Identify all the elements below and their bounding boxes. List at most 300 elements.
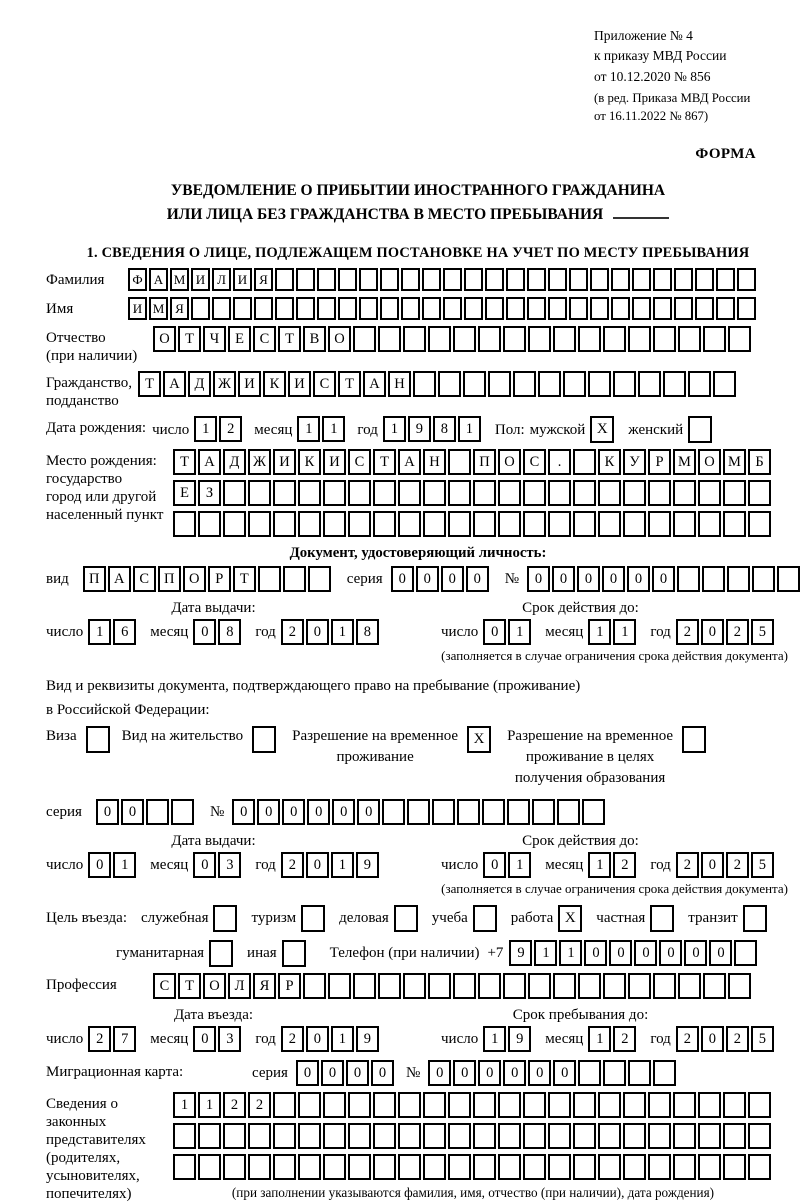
cell[interactable]: 0 <box>306 852 329 878</box>
cell[interactable]: 0 <box>306 1026 329 1052</box>
cell[interactable]: 0 <box>371 1060 394 1086</box>
entry-day-cells[interactable] <box>88 1026 138 1052</box>
cell[interactable]: 0 <box>552 566 575 592</box>
cell[interactable]: 0 <box>257 799 280 825</box>
temp-residence-education-checkbox[interactable] <box>682 726 708 753</box>
cell[interactable] <box>338 268 357 291</box>
birth-month-cells[interactable] <box>297 416 347 442</box>
cell[interactable] <box>523 511 546 537</box>
cell[interactable] <box>373 1154 396 1180</box>
cell[interactable] <box>198 1154 221 1180</box>
cell[interactable] <box>737 297 756 320</box>
cell[interactable] <box>173 1123 196 1149</box>
visa-checkbox[interactable] <box>86 726 112 753</box>
cell[interactable]: Т <box>178 973 201 999</box>
cell[interactable] <box>86 726 110 753</box>
cell[interactable] <box>532 799 555 825</box>
cell[interactable] <box>569 268 588 291</box>
cell[interactable] <box>748 1092 771 1118</box>
cell[interactable] <box>273 480 296 506</box>
cell[interactable] <box>473 480 496 506</box>
cell[interactable] <box>473 1154 496 1180</box>
cell[interactable] <box>398 480 421 506</box>
cell[interactable]: И <box>191 268 210 291</box>
cell[interactable]: 1 <box>508 852 531 878</box>
cell[interactable] <box>275 297 294 320</box>
cell[interactable] <box>513 371 536 397</box>
cell[interactable]: 1 <box>508 619 531 645</box>
cell[interactable] <box>748 1154 771 1180</box>
cell[interactable] <box>723 1154 746 1180</box>
cell[interactable]: Т <box>233 566 256 592</box>
cell[interactable] <box>703 973 726 999</box>
cell[interactable] <box>213 905 237 932</box>
cell[interactable]: 5 <box>751 1026 774 1052</box>
cell[interactable] <box>448 449 471 475</box>
cell[interactable]: 0 <box>627 566 650 592</box>
purpose-private-checkbox[interactable] <box>650 905 676 932</box>
cell[interactable] <box>650 905 674 932</box>
cell[interactable] <box>485 268 504 291</box>
cell[interactable] <box>423 480 446 506</box>
cell[interactable]: Т <box>178 326 201 352</box>
cell[interactable]: А <box>149 268 168 291</box>
cell[interactable]: 0 <box>232 799 255 825</box>
cell[interactable] <box>443 297 462 320</box>
cell[interactable] <box>698 1123 721 1149</box>
residence-valid-year-cells[interactable] <box>676 852 776 878</box>
cell[interactable] <box>323 1092 346 1118</box>
cell[interactable]: С <box>133 566 156 592</box>
cell[interactable] <box>523 480 546 506</box>
cell[interactable] <box>353 326 376 352</box>
cell[interactable]: 0 <box>193 619 216 645</box>
cell[interactable]: 1 <box>88 619 111 645</box>
cell[interactable] <box>743 905 767 932</box>
cell[interactable] <box>233 297 252 320</box>
cell[interactable] <box>548 268 567 291</box>
cell[interactable]: 0 <box>634 940 657 966</box>
cell[interactable] <box>538 371 561 397</box>
purpose-other-checkbox[interactable] <box>282 940 308 967</box>
residence-issue-year-cells[interactable] <box>281 852 381 878</box>
cell[interactable] <box>473 905 497 932</box>
cell[interactable]: X <box>467 726 491 753</box>
cell[interactable]: Р <box>648 449 671 475</box>
cell[interactable]: К <box>263 371 286 397</box>
cell[interactable]: 9 <box>356 852 379 878</box>
representatives-row2-cells[interactable] <box>173 1123 773 1149</box>
cell[interactable] <box>653 326 676 352</box>
cell[interactable] <box>273 1092 296 1118</box>
cell[interactable] <box>223 480 246 506</box>
cell[interactable]: 8 <box>218 619 241 645</box>
cell[interactable] <box>677 566 700 592</box>
cell[interactable]: Д <box>188 371 211 397</box>
cell[interactable] <box>273 1154 296 1180</box>
cell[interactable] <box>578 326 601 352</box>
cell[interactable]: 1 <box>613 619 636 645</box>
cell[interactable] <box>273 511 296 537</box>
cell[interactable]: 2 <box>676 1026 699 1052</box>
cell[interactable] <box>653 1060 676 1086</box>
cell[interactable] <box>716 297 735 320</box>
stay-month-cells[interactable] <box>588 1026 638 1052</box>
cell[interactable] <box>373 480 396 506</box>
cell[interactable] <box>378 326 401 352</box>
cell[interactable] <box>598 1092 621 1118</box>
cell[interactable] <box>438 371 461 397</box>
patronymic-cells[interactable] <box>153 326 753 352</box>
cell[interactable] <box>423 511 446 537</box>
cell[interactable] <box>401 268 420 291</box>
cell[interactable]: О <box>498 449 521 475</box>
cell[interactable] <box>723 511 746 537</box>
stay-day-cells[interactable] <box>483 1026 533 1052</box>
cell[interactable]: П <box>158 566 181 592</box>
cell[interactable]: 0 <box>416 566 439 592</box>
cell[interactable] <box>673 480 696 506</box>
cell[interactable] <box>423 1092 446 1118</box>
purpose-transit-checkbox[interactable] <box>743 905 769 932</box>
cell[interactable] <box>273 1123 296 1149</box>
cell[interactable]: 0 <box>684 940 707 966</box>
cell[interactable]: С <box>348 449 371 475</box>
cell[interactable] <box>528 326 551 352</box>
cell[interactable]: М <box>723 449 746 475</box>
cell[interactable] <box>673 1123 696 1149</box>
cell[interactable] <box>473 1123 496 1149</box>
cell[interactable]: 1 <box>194 416 217 442</box>
doc-issue-year-cells[interactable] <box>281 619 381 645</box>
cell[interactable]: 1 <box>534 940 557 966</box>
cell[interactable]: 1 <box>173 1092 196 1118</box>
cell[interactable]: 7 <box>113 1026 136 1052</box>
cell[interactable] <box>523 1092 546 1118</box>
cell[interactable] <box>648 480 671 506</box>
doc-kind-cells[interactable] <box>83 566 333 592</box>
cell[interactable]: 0 <box>527 566 550 592</box>
cell[interactable] <box>678 326 701 352</box>
cell[interactable] <box>702 566 725 592</box>
cell[interactable] <box>628 326 651 352</box>
cell[interactable]: А <box>198 449 221 475</box>
cell[interactable] <box>398 1154 421 1180</box>
cell[interactable]: 0 <box>121 799 144 825</box>
cell[interactable]: 2 <box>281 1026 304 1052</box>
cell[interactable] <box>498 1123 521 1149</box>
cell[interactable]: 9 <box>508 1026 531 1052</box>
cell[interactable]: X <box>590 416 614 443</box>
cell[interactable] <box>401 297 420 320</box>
cell[interactable] <box>173 511 196 537</box>
cell[interactable] <box>473 511 496 537</box>
cell[interactable]: 6 <box>113 619 136 645</box>
cell[interactable] <box>448 511 471 537</box>
cell[interactable] <box>673 511 696 537</box>
cell[interactable] <box>248 1123 271 1149</box>
cell[interactable] <box>688 371 711 397</box>
cell[interactable] <box>527 297 546 320</box>
residence-issue-month-cells[interactable] <box>193 852 243 878</box>
cell[interactable]: 0 <box>577 566 600 592</box>
cell[interactable] <box>448 1154 471 1180</box>
cell[interactable] <box>503 973 526 999</box>
cell[interactable] <box>303 973 326 999</box>
birth-place-row3-cells[interactable] <box>173 511 773 537</box>
cell[interactable]: 8 <box>433 416 456 442</box>
cell[interactable] <box>632 297 651 320</box>
cell[interactable] <box>603 973 626 999</box>
cell[interactable] <box>653 268 672 291</box>
cell[interactable] <box>569 297 588 320</box>
cell[interactable]: Я <box>254 268 273 291</box>
profession-cells[interactable] <box>153 973 753 999</box>
residence-series-cells[interactable] <box>96 799 196 825</box>
citizenship-cells[interactable] <box>138 371 738 397</box>
cell[interactable] <box>698 1154 721 1180</box>
cell[interactable] <box>598 511 621 537</box>
cell[interactable]: А <box>363 371 386 397</box>
cell[interactable] <box>464 268 483 291</box>
cell[interactable] <box>695 297 714 320</box>
purpose-humanitarian-checkbox[interactable] <box>209 940 235 967</box>
cell[interactable]: Р <box>208 566 231 592</box>
cell[interactable] <box>453 326 476 352</box>
cell[interactable]: 1 <box>297 416 320 442</box>
cell[interactable]: 9 <box>408 416 431 442</box>
cell[interactable] <box>298 1123 321 1149</box>
cell[interactable]: Р <box>278 973 301 999</box>
cell[interactable]: П <box>83 566 106 592</box>
migration-number-cells[interactable] <box>428 1060 678 1086</box>
cell[interactable] <box>282 940 306 967</box>
cell[interactable]: 0 <box>553 1060 576 1086</box>
cell[interactable]: 1 <box>559 940 582 966</box>
cell[interactable]: З <box>198 480 221 506</box>
cell[interactable] <box>223 511 246 537</box>
cell[interactable] <box>348 480 371 506</box>
cell[interactable] <box>394 905 418 932</box>
cell[interactable] <box>648 511 671 537</box>
cell[interactable] <box>422 268 441 291</box>
cell[interactable] <box>673 1092 696 1118</box>
cell[interactable] <box>582 799 605 825</box>
cell[interactable] <box>573 1092 596 1118</box>
cell[interactable] <box>682 726 706 753</box>
cell[interactable] <box>598 480 621 506</box>
residence-valid-month-cells[interactable] <box>588 852 638 878</box>
cell[interactable]: 0 <box>701 1026 724 1052</box>
cell[interactable] <box>727 566 750 592</box>
cell[interactable]: 2 <box>248 1092 271 1118</box>
cell[interactable] <box>448 1092 471 1118</box>
cell[interactable]: Т <box>173 449 196 475</box>
cell[interactable]: С <box>153 973 176 999</box>
phone-cells[interactable] <box>509 940 759 966</box>
cell[interactable] <box>553 326 576 352</box>
cell[interactable]: 1 <box>113 852 136 878</box>
cell[interactable] <box>359 297 378 320</box>
cell[interactable]: П <box>473 449 496 475</box>
doc-valid-day-cells[interactable] <box>483 619 533 645</box>
cell[interactable] <box>308 566 331 592</box>
representatives-row3-cells[interactable] <box>173 1154 773 1180</box>
cell[interactable]: К <box>298 449 321 475</box>
cell[interactable] <box>423 1154 446 1180</box>
cell[interactable] <box>498 511 521 537</box>
cell[interactable] <box>443 268 462 291</box>
cell[interactable]: 2 <box>281 852 304 878</box>
cell[interactable] <box>378 973 401 999</box>
cell[interactable] <box>403 973 426 999</box>
cell[interactable]: К <box>598 449 621 475</box>
cell[interactable] <box>638 371 661 397</box>
cell[interactable] <box>485 297 504 320</box>
doc-series-cells[interactable] <box>391 566 491 592</box>
doc-issue-day-cells[interactable] <box>88 619 138 645</box>
cell[interactable]: 1 <box>322 416 345 442</box>
cell[interactable] <box>254 297 273 320</box>
cell[interactable]: 0 <box>466 566 489 592</box>
cell[interactable]: И <box>128 297 147 320</box>
cell[interactable]: 0 <box>453 1060 476 1086</box>
cell[interactable]: Я <box>170 297 189 320</box>
cell[interactable]: 1 <box>483 1026 506 1052</box>
cell[interactable] <box>323 480 346 506</box>
cell[interactable] <box>548 1123 571 1149</box>
cell[interactable] <box>448 480 471 506</box>
cell[interactable] <box>198 1123 221 1149</box>
cell[interactable] <box>298 1092 321 1118</box>
cell[interactable]: 0 <box>306 619 329 645</box>
cell[interactable]: 1 <box>198 1092 221 1118</box>
residence-issue-day-cells[interactable] <box>88 852 138 878</box>
cell[interactable]: 3 <box>218 852 241 878</box>
cell[interactable] <box>506 297 525 320</box>
residence-valid-day-cells[interactable] <box>483 852 533 878</box>
cell[interactable] <box>275 268 294 291</box>
cell[interactable] <box>507 799 530 825</box>
cell[interactable] <box>212 297 231 320</box>
cell[interactable]: И <box>273 449 296 475</box>
cell[interactable] <box>648 1123 671 1149</box>
cell[interactable]: А <box>108 566 131 592</box>
cell[interactable] <box>728 973 751 999</box>
surname-cells[interactable] <box>128 268 758 291</box>
cell[interactable]: 0 <box>609 940 632 966</box>
doc-valid-month-cells[interactable] <box>588 619 638 645</box>
cell[interactable] <box>248 511 271 537</box>
cell[interactable]: Н <box>388 371 411 397</box>
cell[interactable] <box>323 1123 346 1149</box>
cell[interactable]: 0 <box>478 1060 501 1086</box>
cell[interactable]: И <box>323 449 346 475</box>
cell[interactable] <box>698 511 721 537</box>
cell[interactable] <box>523 1123 546 1149</box>
cell[interactable] <box>296 297 315 320</box>
cell[interactable] <box>191 297 210 320</box>
cell[interactable]: Я <box>253 973 276 999</box>
entry-month-cells[interactable] <box>193 1026 243 1052</box>
cell[interactable]: 0 <box>321 1060 344 1086</box>
cell[interactable] <box>628 973 651 999</box>
cell[interactable]: И <box>288 371 311 397</box>
cell[interactable] <box>503 326 526 352</box>
cell[interactable]: Е <box>228 326 251 352</box>
cell[interactable]: 0 <box>503 1060 526 1086</box>
given-name-cells[interactable] <box>128 297 758 320</box>
cell[interactable] <box>423 1123 446 1149</box>
cell[interactable]: Б <box>748 449 771 475</box>
cell[interactable]: 0 <box>296 1060 319 1086</box>
cell[interactable] <box>698 480 721 506</box>
cell[interactable] <box>296 268 315 291</box>
cell[interactable] <box>553 973 576 999</box>
cell[interactable] <box>548 1092 571 1118</box>
cell[interactable]: 2 <box>676 852 699 878</box>
cell[interactable] <box>548 297 567 320</box>
cell[interactable]: 0 <box>193 852 216 878</box>
cell[interactable] <box>748 511 771 537</box>
cell[interactable] <box>173 1154 196 1180</box>
cell[interactable] <box>573 1123 596 1149</box>
cell[interactable] <box>548 1154 571 1180</box>
cell[interactable] <box>298 480 321 506</box>
cell[interactable] <box>603 326 626 352</box>
cell[interactable] <box>380 297 399 320</box>
cell[interactable] <box>373 1123 396 1149</box>
cell[interactable] <box>464 297 483 320</box>
cell[interactable]: В <box>303 326 326 352</box>
cell[interactable] <box>453 973 476 999</box>
cell[interactable]: 0 <box>391 566 414 592</box>
cell[interactable]: 0 <box>307 799 330 825</box>
cell[interactable] <box>428 326 451 352</box>
cell[interactable] <box>478 973 501 999</box>
cell[interactable]: 0 <box>332 799 355 825</box>
cell[interactable] <box>734 940 757 966</box>
cell[interactable]: 0 <box>602 566 625 592</box>
cell[interactable] <box>603 1060 626 1086</box>
cell[interactable] <box>748 480 771 506</box>
cell[interactable]: И <box>233 268 252 291</box>
cell[interactable] <box>407 799 430 825</box>
representatives-row1-cells[interactable] <box>173 1092 773 1118</box>
cell[interactable] <box>598 1123 621 1149</box>
cell[interactable] <box>598 1154 621 1180</box>
cell[interactable]: 0 <box>282 799 305 825</box>
cell[interactable] <box>573 1154 596 1180</box>
cell[interactable] <box>563 371 586 397</box>
cell[interactable] <box>723 480 746 506</box>
cell[interactable]: Ж <box>213 371 236 397</box>
cell[interactable] <box>428 973 451 999</box>
cell[interactable]: О <box>183 566 206 592</box>
cell[interactable]: 0 <box>88 852 111 878</box>
cell[interactable]: 2 <box>281 619 304 645</box>
cell[interactable] <box>223 1154 246 1180</box>
cell[interactable] <box>498 1092 521 1118</box>
cell[interactable]: Т <box>338 371 361 397</box>
cell[interactable]: 3 <box>218 1026 241 1052</box>
cell[interactable] <box>488 371 511 397</box>
cell[interactable] <box>688 416 712 443</box>
cell[interactable]: X <box>558 905 582 932</box>
cell[interactable] <box>648 1154 671 1180</box>
cell[interactable] <box>323 1154 346 1180</box>
cell[interactable] <box>498 1154 521 1180</box>
